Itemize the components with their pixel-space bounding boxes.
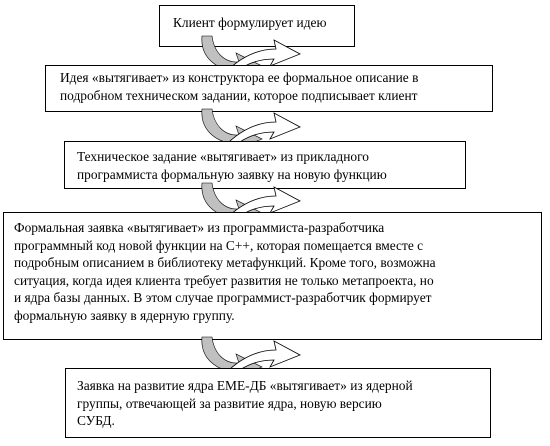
step-box-client-idea: Клиент формулирует идею <box>159 5 355 47</box>
step-box-developer: Формальная заявка «вытягивает» из программиста-разработчика программный код новой функции на С++, которая помещается вместе с подробным описанием в библиотеку метафункций. Кроме того, возможна ситуация, когда идея клиента требует развития не только метапроекта, но и ядра базы данных. В этом случае программист-разработчик формирует формальную заявку в ядерную группу. <box>3 212 542 340</box>
step-box-specification: Идея «вытягивает» из конструктора ее формальное описание в подробном техническом задании, которое подписывает клиент <box>45 65 493 112</box>
step-box-application-programmer: Техническое задание «вытягивает» из прикладного программиста формальную заявку на новую функцию <box>64 141 466 189</box>
step-box-core-group: Заявка на развитие ядра ЕМЕ-ДБ «вытягивает» из ядерной группы, отвечающей за развитие ядра, новую версию СУБД. <box>65 368 491 438</box>
